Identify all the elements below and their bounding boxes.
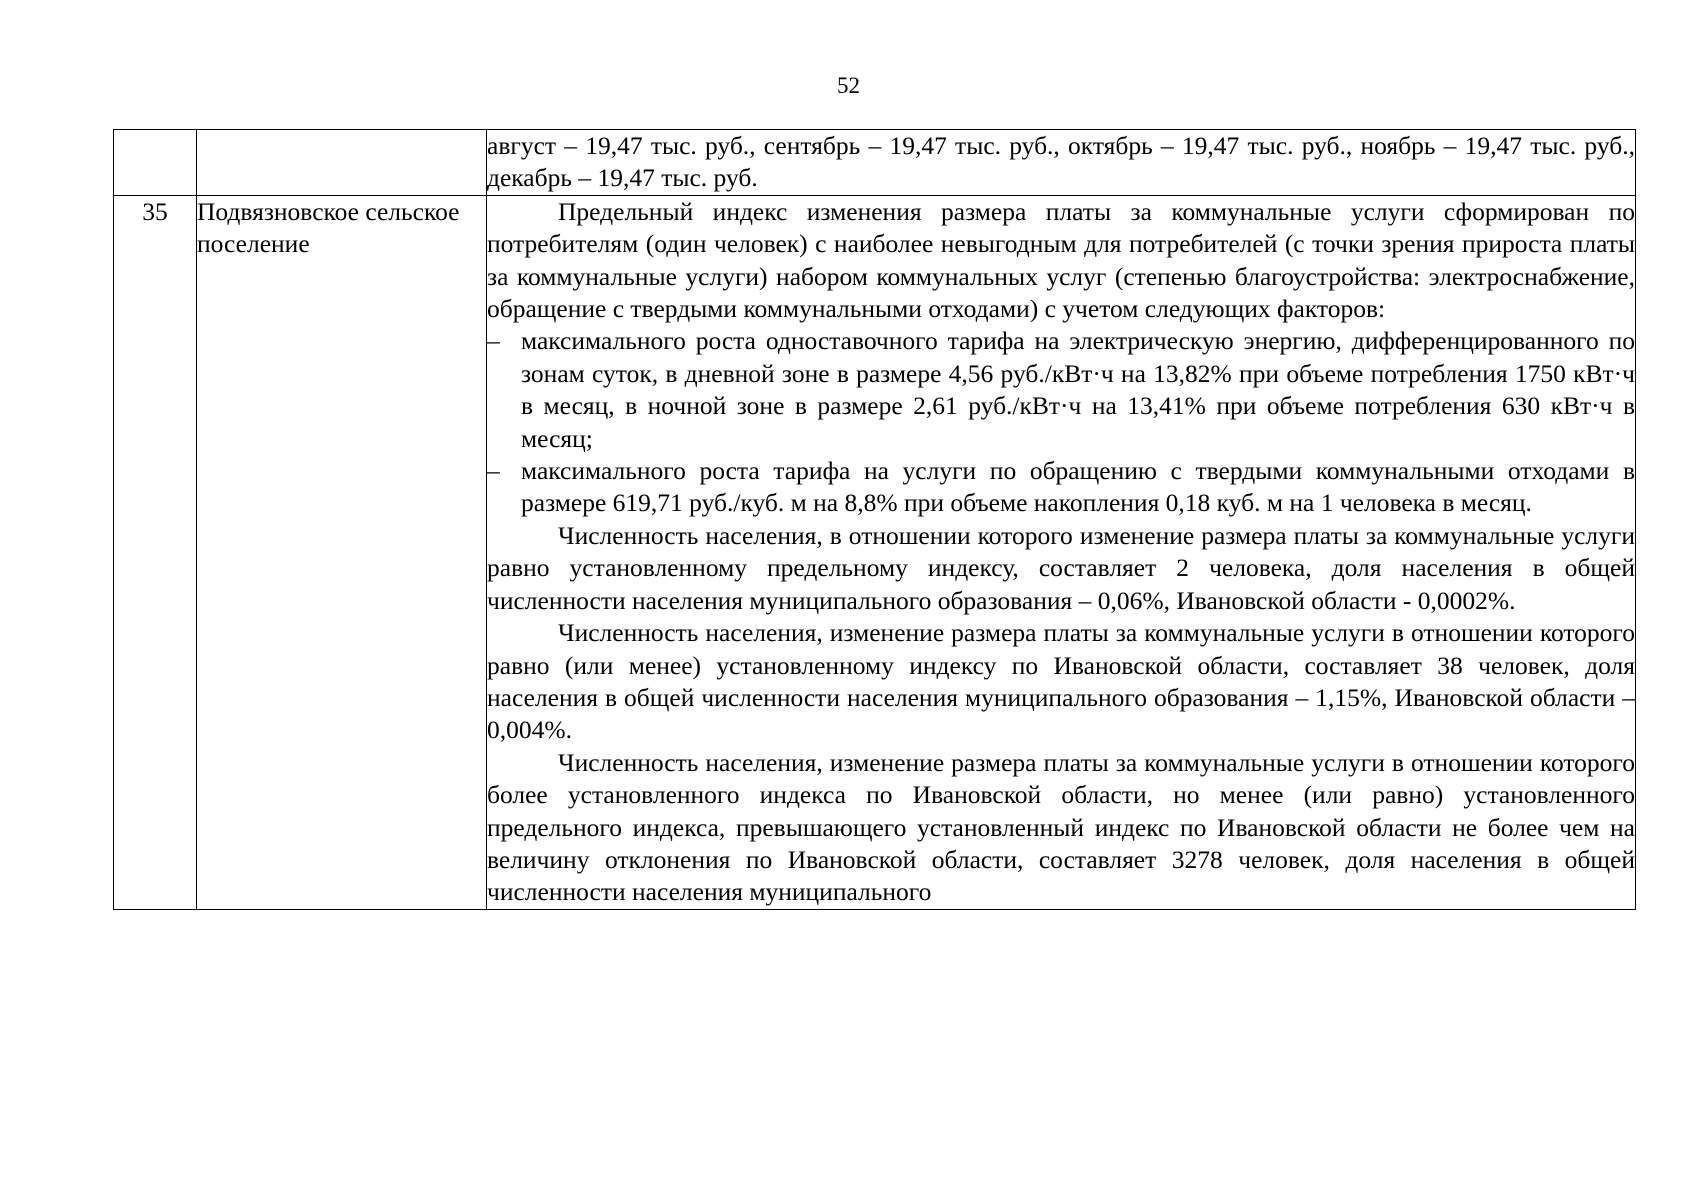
tariff-table <box>113 129 1636 910</box>
bullet-item <box>487 325 1635 455</box>
page-number: 52 <box>837 73 860 98</box>
settlement-name-cell <box>197 130 487 196</box>
description-cell <box>487 130 1636 196</box>
table-row <box>114 195 1636 909</box>
dash-marker: – <box>487 326 500 356</box>
bullet-text: максимального роста тарифа на услуги по обращению с твердыми коммунальными отходами в размере 619,71 руб./куб. м на 8,8% при объеме накопления 0,18 куб. м на 1 человека в месяц. <box>521 456 1635 518</box>
dash-marker: – <box>487 456 500 486</box>
bullet-item <box>487 455 1635 520</box>
continuation-text: август – 19,47 тыс. руб., сентябрь – 19,47 тыс. руб., октябрь – 19,47 тыс. руб., ноябрь – 19,47 тыс. руб., декабрь – 19,47 тыс. руб. <box>487 131 1635 193</box>
row-number-cell <box>114 130 197 196</box>
population-paragraph: Численность населения, изменение размера платы за коммунальные услуги в отношении которого более установленного индекса по Ивановской области, но менее (или равно) установленного предельного индекса, превышающего установленный индекс по Ивановской области не более чем на величину отклонения по Ивановской области, составляет 3278 человек, доля населения в общей численности населения муниципального <box>487 747 1635 907</box>
intro-paragraph: Предельный индекс изменения размера платы за коммунальные услуги сформирован по потребителям (один человек) с наиболее невыгодным для потребителей (с точки зрения прироста платы за коммунальные услуги) набором коммунальных услуг (степенью благоустройства: электроснабжение, обращение с твердыми коммунальными отходами) с учетом следующих факторов: <box>487 196 1635 324</box>
population-paragraph: Численность населения, в отношении которого изменение размера платы за коммунальные услуги равно установленному предельному индексу, составляет 2 человека, доля населения в общей численности населения муниципального образования – 0,06%, Ивановской области - 0,0002%. <box>487 520 1635 615</box>
settlement-name-cell: Подвязновское сельское поселение <box>197 195 487 909</box>
table-row <box>114 130 1636 196</box>
description-cell <box>487 195 1636 909</box>
population-paragraph: Численность населения, изменение размера платы за коммунальные услуги в отношении которого равно (или менее) установленному индексу по Ивановской области, составляет 38 человек, доля населения в общей численности населения муниципального образования – 1,15%, Ивановской области – 0,004%. <box>487 618 1635 745</box>
row-number-cell: 35 <box>114 195 197 909</box>
bullet-text: максимального роста одноставочного тарифа на электрическую энергию, дифференцированного по зонам суток, в дневной зоне в размере 4,56 руб./кВт·ч на 13,82% при объеме потребления 1750 кВт·ч в месяц, в ночной зоне в размере 2,61 руб./кВт·ч на 13,41% при объеме потребления 630 кВт·ч в месяц; <box>521 326 1635 453</box>
